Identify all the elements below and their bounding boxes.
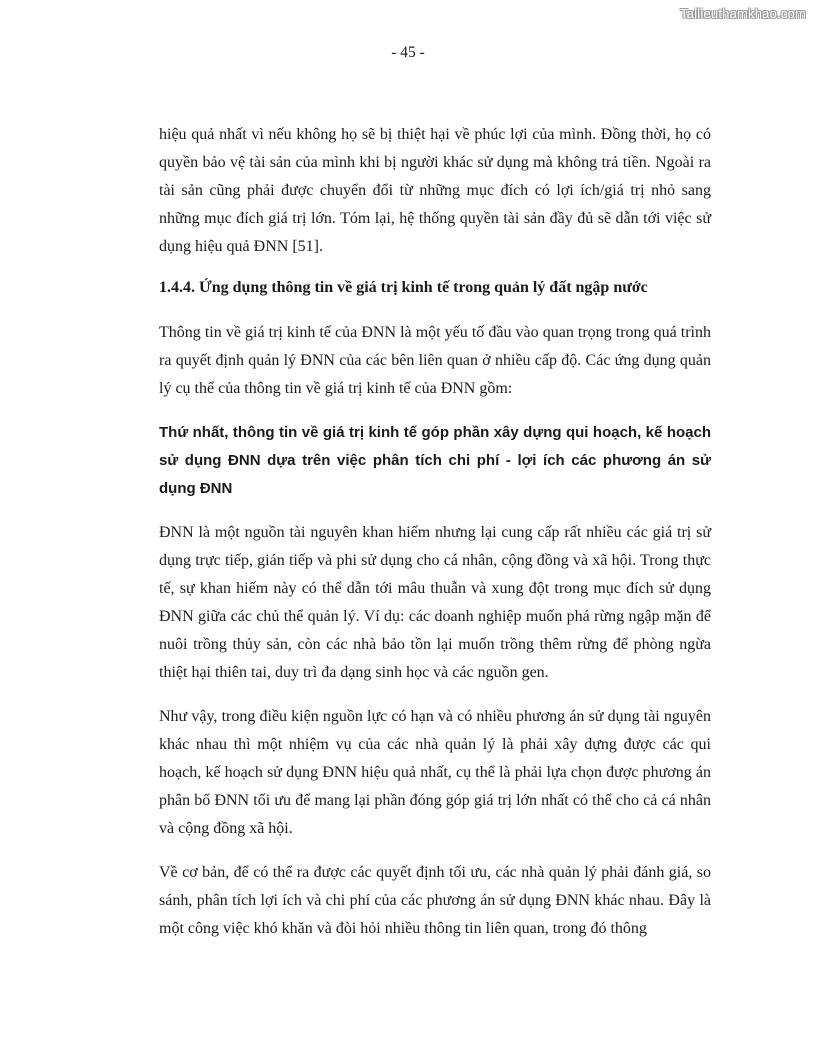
paragraph-planning: Như vậy, trong điều kiện nguồn lực có hạn và có nhiều phương án sử dụng tài nguyên khác nhau thì một nhiệm vụ của các nhà quản lý là phải xây dựng được các qui hoạch, kế hoạch sử dụng ĐNN hiệu quả nhất, cụ thể là phải lựa chọn được phương án phân bổ ĐNN tối ưu để mang lại phần đóng góp giá trị lớn nhất có thể cho cả cá nhân và cộng đồng xã hội. <box>159 708 711 837</box>
subsection-heading: Thứ nhất, thông tin về giá trị kinh tế góp phần xây dựng qui hoạch, kế hoạch sử dụng ĐNN dựa trên việc phân tích chi phí - lợi ích các phương án sử dụng ĐNN <box>159 424 711 497</box>
section-heading: 1.4.4. Ứng dụng thông tin về giá trị kinh tế trong quản lý đất ngập nước <box>159 279 648 296</box>
watermark-text: Tailieuthamkhao.com <box>680 6 806 21</box>
document-body <box>159 121 711 943</box>
paragraph-scarcity: ĐNN là một nguồn tài nguyên khan hiếm nhưng lại cung cấp rất nhiều các giá trị sử dụng trực tiếp, gián tiếp và phi sử dụng cho cá nhân, cộng đồng và xã hội. Trong thực tế, sự khan hiếm này có thể dẫn tới mâu thuẫn và xung đột trong mục đích sử dụng ĐNN giữa các chủ thể quản lý. Ví dụ: các doanh nghiệp muốn phá rừng ngập mặn để nuôi trồng thủy sản, còn các nhà bảo tồn lại muốn trồng thêm rừng để phòng ngừa thiệt hại thiên tai, duy trì đa dạng sinh học và các nguồn gen. <box>159 524 711 681</box>
page-number: - 45 - <box>391 44 425 61</box>
paragraph-continuation: hiệu quả nhất vì nếu không họ sẽ bị thiệt hại về phúc lợi của mình. Đồng thời, họ có quyền bảo vệ tài sản của mình khi bị người khác sử dụng mà không trả tiền. Ngoài ra tài sản cũng phải được chuyển đổi từ những mục đích có lợi ích/giá trị nhỏ sang những mục đích giá trị lớn. Tóm lại, hệ thống quyền tài sản đầy đủ sẽ dẫn tới việc sử dụng hiệu quả ĐNN [51]. <box>159 126 711 255</box>
paragraph-decision: Về cơ bản, để có thể ra được các quyết định tối ưu, các nhà quản lý phải đánh giá, so sánh, phân tích lợi ích và chi phí của các phương án sử dụng ĐNN khác nhau. Đây là một công việc khó khăn và đòi hỏi nhiều thông tin liên quan, trong đó thông <box>159 864 711 937</box>
paragraph-intro: Thông tin về giá trị kinh tế của ĐNN là một yếu tố đầu vào quan trọng trong quá trình ra quyết định quản lý ĐNN của các bên liên quan ở nhiều cấp độ. Các ứng dụng quản lý cụ thể của thông tin về giá trị kinh tế của ĐNN gồm: <box>159 324 711 397</box>
